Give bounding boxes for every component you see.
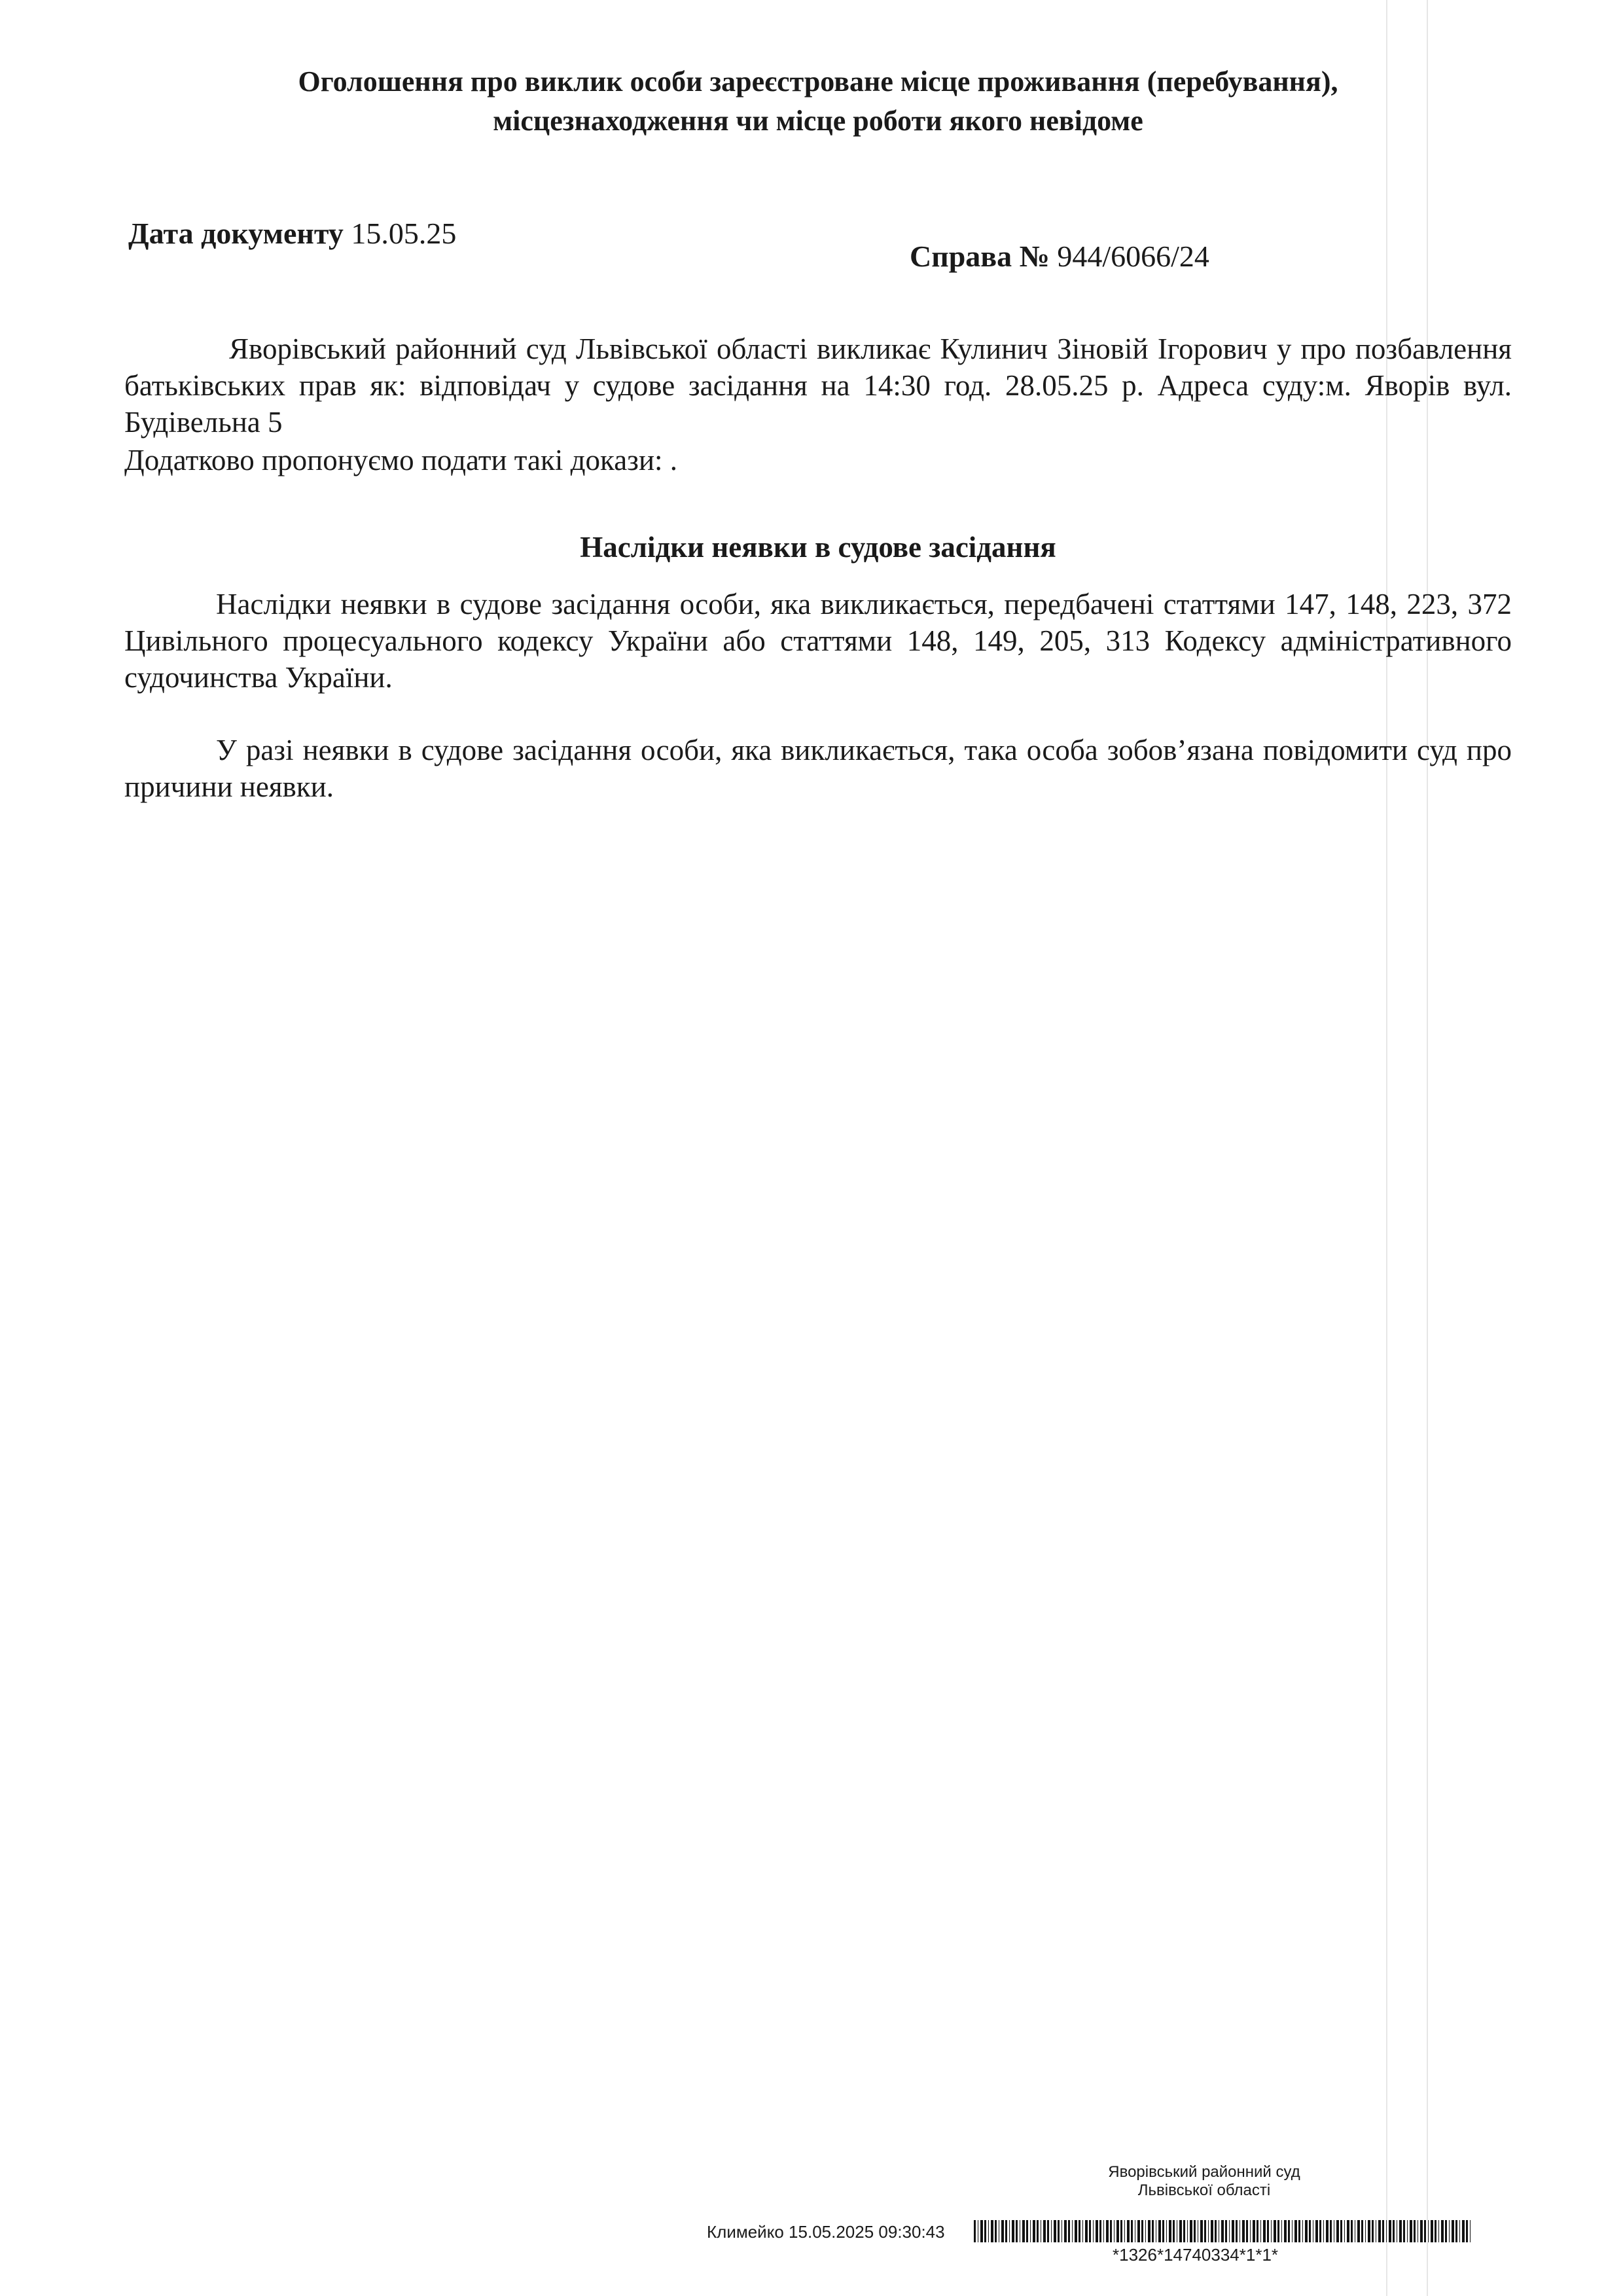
- barcode: [974, 2220, 1471, 2242]
- document-title: [196, 62, 1440, 141]
- evidence-paragraph: Додатково пропонуємо подати такі докази: .: [124, 444, 678, 476]
- summons-paragraph: [124, 331, 1512, 440]
- court-stamp-line-1: Яворівський районний суд: [1108, 2163, 1300, 2181]
- summons-text: Яворівський районний суд Львівської області викликає Кулинич Зіновій Ігорович у про позбавлення батьківських прав як: відповідач у судове засідання на 14:30 год. 28.05.25 р. Адреса суду:м. Яворів вул. Будівельна 5: [124, 332, 1512, 439]
- title-line-2: місцезнаходження чи місце роботи якого невідоме: [493, 105, 1143, 137]
- date-label: Дата документу: [128, 217, 344, 250]
- date-value: 15.05.25: [351, 217, 457, 250]
- author-timestamp: Климейко 15.05.2025 09:30:43: [707, 2222, 945, 2242]
- barcode-text: *1326*14740334*1*1*: [1113, 2245, 1279, 2265]
- title-line-1: Оголошення про виклик особи зареєстроване місце проживання (перебування),: [298, 65, 1338, 98]
- case-value: 944/6066/24: [1057, 240, 1209, 273]
- case-label: Справа №: [910, 240, 1050, 273]
- court-stamp-line-2: Львівської області: [1137, 2181, 1271, 2199]
- consequences-paragraph: Наслідки неявки в судове засідання особи, яка викликається, передбачені статтями 147, 148, 223, 372 Цивільного процесуального кодексу України або статтями 148, 149, 205, 313 Кодексу адміністративного судочинства України.: [124, 588, 1512, 694]
- section-heading: Наслідки неявки в судове засідання: [580, 531, 1056, 564]
- document-date: [128, 216, 456, 251]
- case-number: [910, 239, 1209, 274]
- notification-paragraph: У разі неявки в судове засідання особи, яка викликається, така особа зобов’язана повідомити суд про причини неявки.: [124, 734, 1512, 803]
- court-stamp: [1073, 2163, 1335, 2200]
